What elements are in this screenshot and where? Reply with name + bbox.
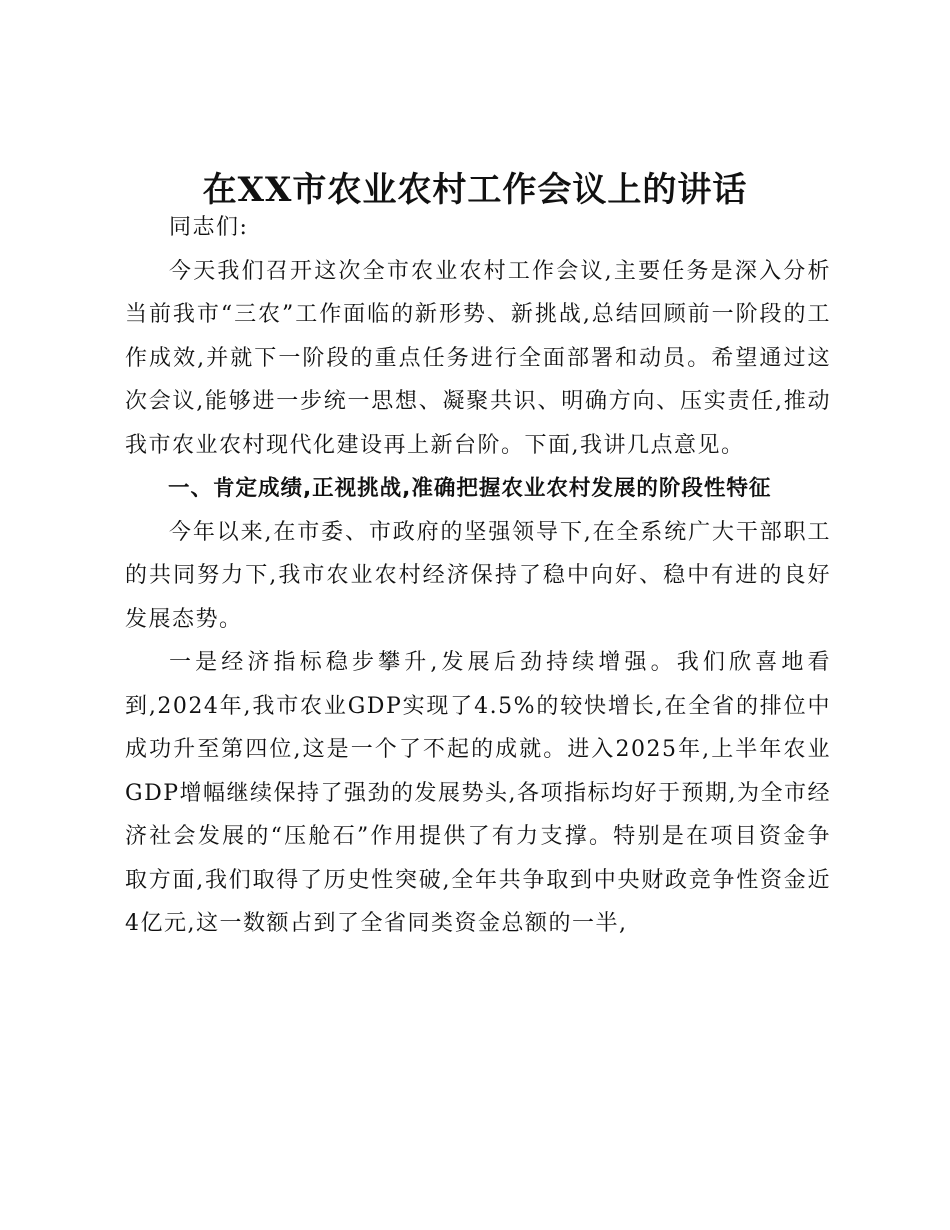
document-title: 在XX市农业农村工作会议上的讲话 [202,170,748,210]
paragraph-section-1-intro: 今年以来,在市委、市政府的坚强领导下,在全系统广大干部职工的共同努力下,我市农业农村经济保持了稳中向好、稳中有进的良好发展态势。 [125,519,831,632]
paragraph-intro: 今天我们召开这次全市农业农村工作会议,主要任务是深入分析当前我市“三农”工作面临的新形势、新挑战,总结回顾前一阶段的工作成效,并就下一阶段的重点任务进行全面部署和动员。希望通过这次会议,能够进一步统一思想、凝聚共识、明确方向、压实责任,推动我市农业农村现代化建设再上新台阶。下面,我讲几点意见。 [125,258,831,458]
paragraph-economic-indicators: 一是经济指标稳步攀升,发展后劲持续增强。我们欣喜地看到,2024年,我市农业GDP实现了4.5%的较快增长,在全省的排位中成功升至第四位,这是一个了不起的成就。进入2025年,上半年农业GDP增幅继续保持了强劲的发展势头,各项指标均好于预期,为全市经济社会发展的“压舱石”作用提供了有力支撑。特别是在项目资金争取方面,我们取得了历史性突破,全年共争取到中央财政竞争性资金近4亿元,这一数额占到了全省同类资金总额的一半, [125,650,832,936]
document-body [125,206,831,946]
section-heading-1: 一、肯定成绩,正视挑战,准确把握农业农村发展的阶段性特征 [168,476,772,501]
salutation: 同志们: [169,215,249,240]
